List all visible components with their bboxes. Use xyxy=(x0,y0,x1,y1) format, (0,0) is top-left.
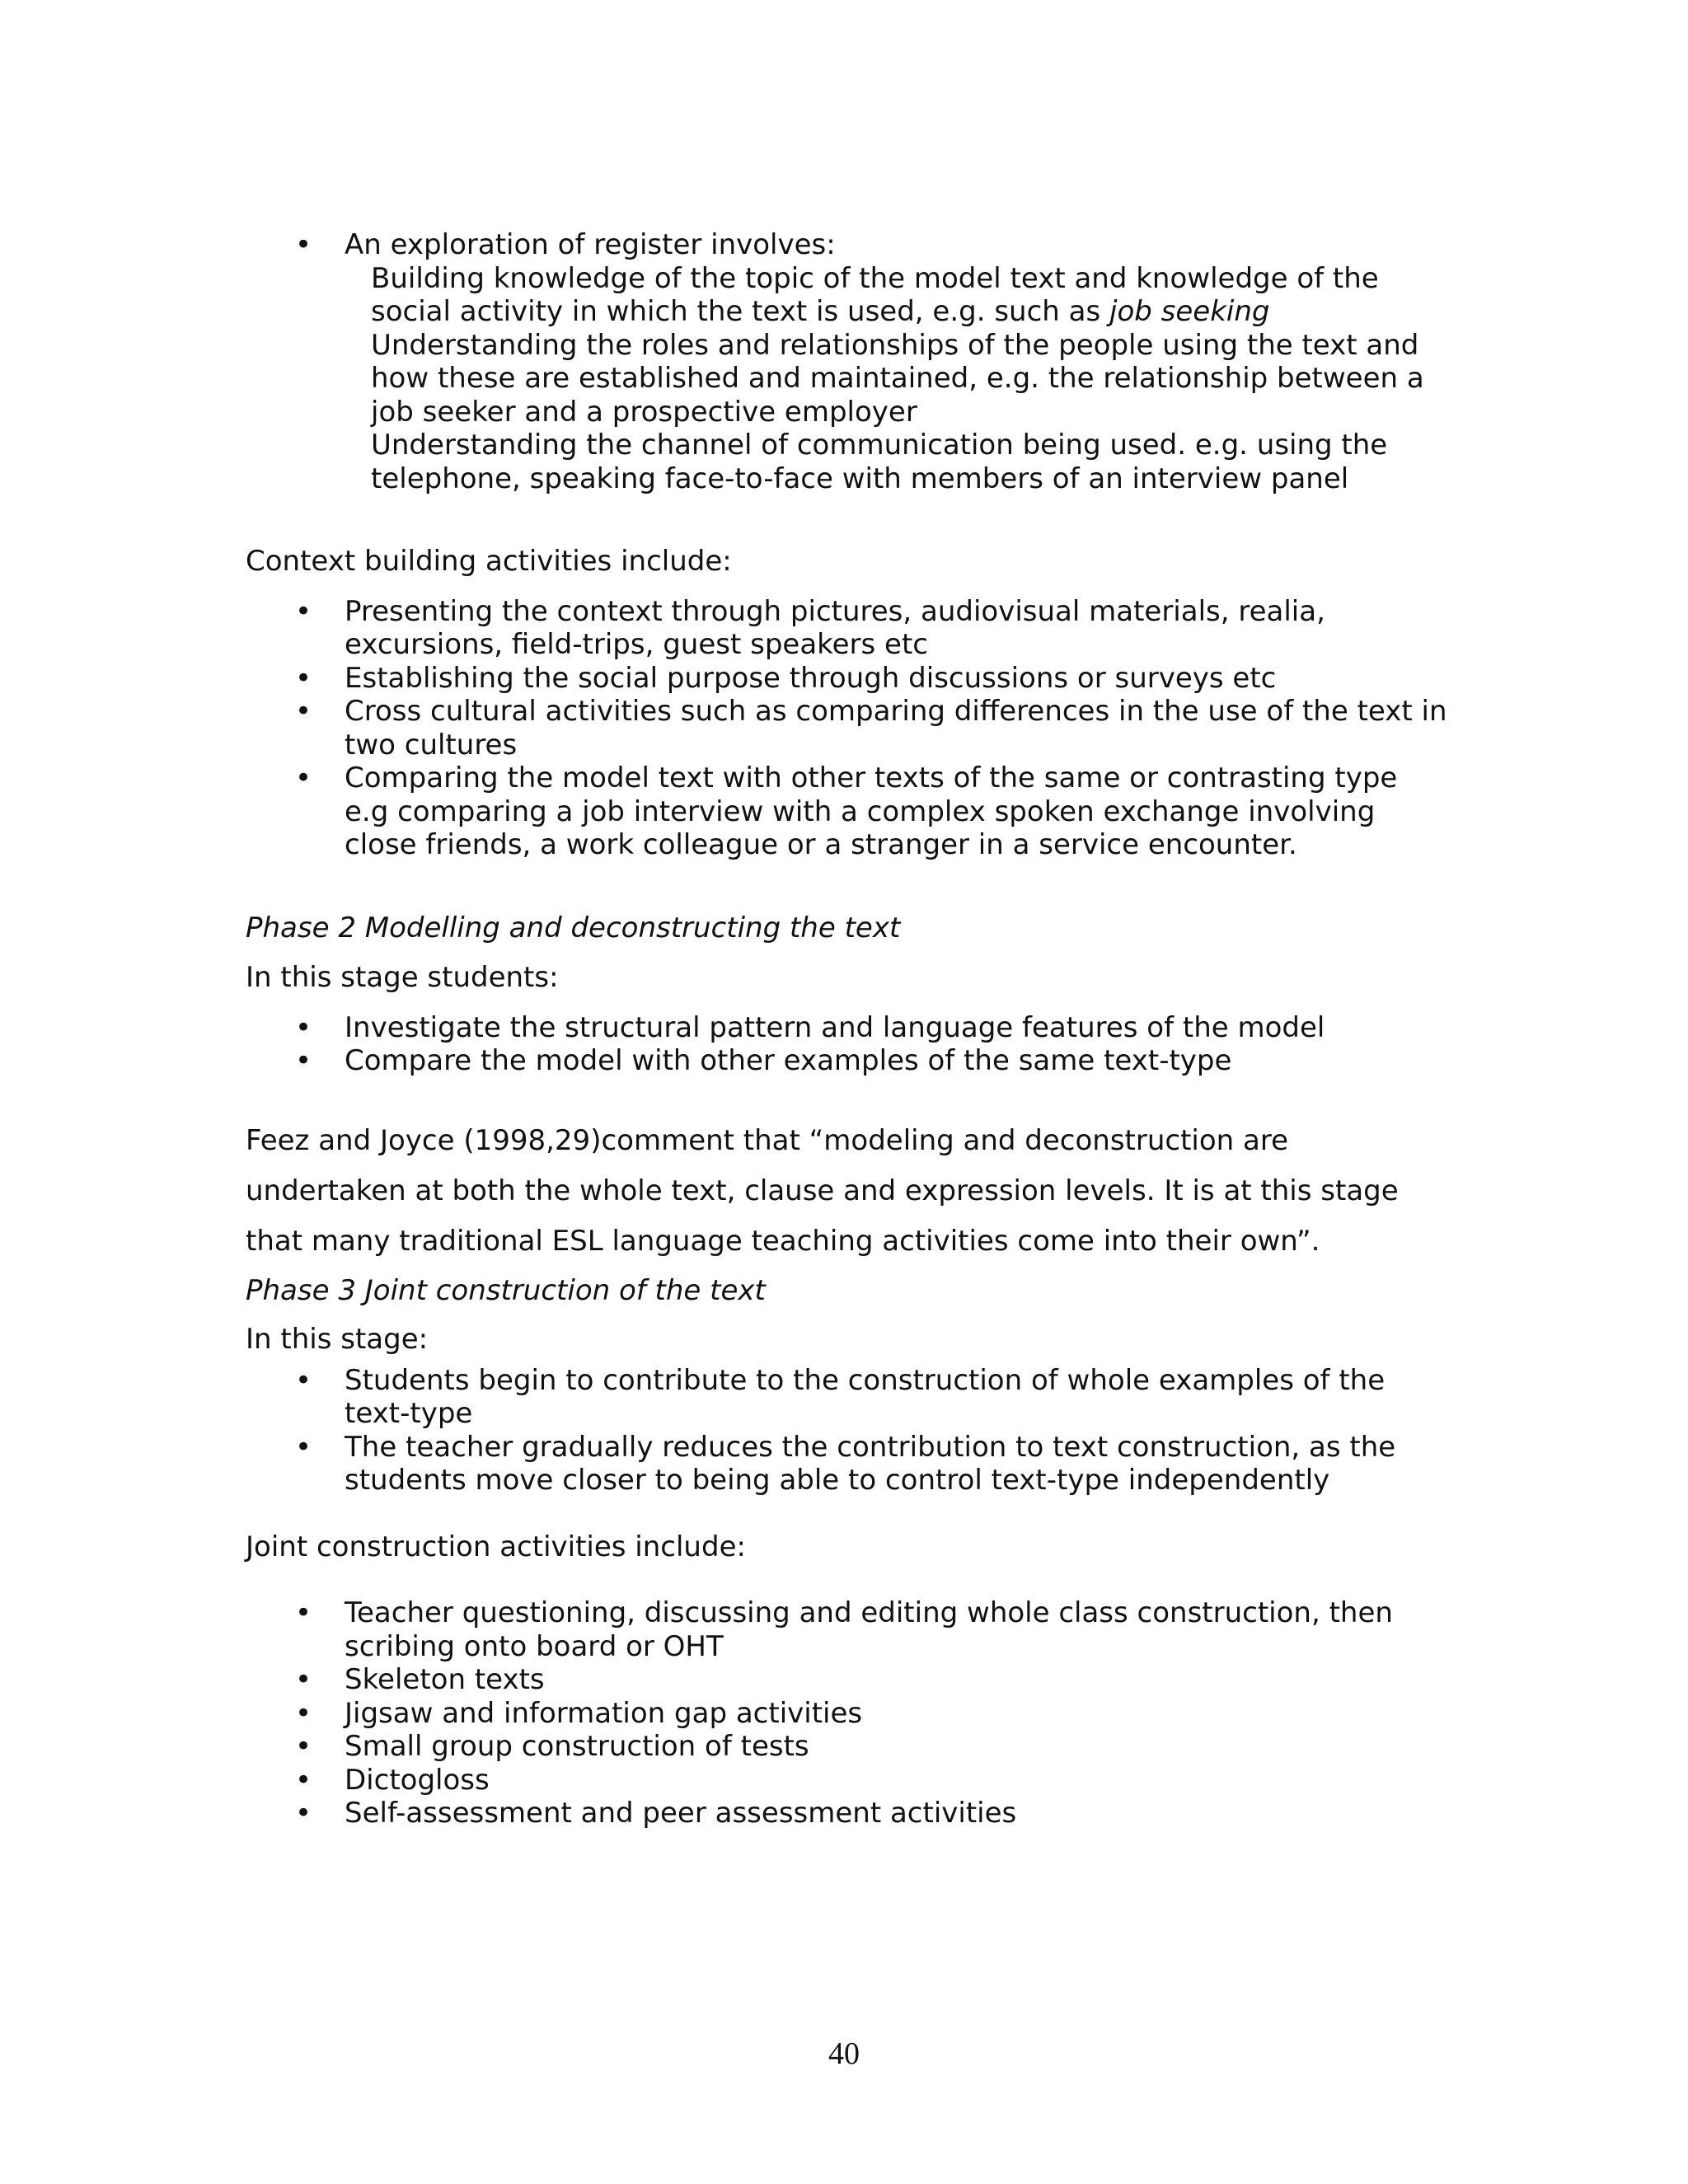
joint-intro: Joint construction activities include: xyxy=(246,1530,746,1563)
quote-line: Feez and Joyce (1998,29)comment that “modeling and deconstruction are xyxy=(246,1123,1289,1157)
page-number: 40 xyxy=(828,2036,860,2071)
register-subitem: Understanding the channel of communication being used. e.g. using the telephone, speaking face-to-face with members of an interview panel xyxy=(371,429,1388,495)
register-subitem: Building knowledge of the topic of the model text and knowledge of the social activity in which the text is used, e.g. such as job seeking xyxy=(371,261,1379,328)
quote-line: that many traditional ESL language teaching activities come into their own”. xyxy=(246,1224,1320,1258)
phase2-list xyxy=(246,1011,1449,1078)
list-item: • The teacher gradually reduces the contribution to text construction, as the students move closer to being able to control text-type independently xyxy=(345,1431,1449,1497)
list-item: • Investigate the structural pattern and language features of the model xyxy=(345,1011,1449,1045)
list-item: • Teacher questioning, discussing and editing whole class construction, then scribing onto board or OHT xyxy=(345,1596,1449,1663)
register-subitem-italic: job seeking xyxy=(1109,295,1270,328)
phase3-list xyxy=(246,1364,1449,1497)
list-item xyxy=(345,228,1449,495)
phase2-intro: In this stage students: xyxy=(246,961,559,994)
register-list xyxy=(246,228,1449,495)
list-item: • Self-assessment and peer assessment activities xyxy=(345,1797,1449,1830)
quote-line: undertaken at both the whole text, clause and expression levels. It is at this stage xyxy=(246,1174,1399,1207)
register-subitem: Understanding the roles and relationships of the people using the text and how these are established and maintained, e.g. the relationship between a job seeker and a prospective employer xyxy=(371,328,1424,429)
context-list xyxy=(246,595,1449,862)
list-item: • Presenting the context through pictures, audiovisual materials, realia, excursions, field-trips, guest speakers etc xyxy=(345,595,1449,662)
list-item: • Dictogloss xyxy=(345,1764,1449,1797)
list-item: • Comparing the model text with other texts of the same or contrasting type e.g comparing a job interview with a complex spoken exchange involving close friends, a work colleague or a stranger in a service encounter. xyxy=(345,762,1449,862)
register-subitems xyxy=(345,262,1449,496)
joint-list xyxy=(246,1596,1449,1830)
list-item: • Cross cultural activities such as comparing differences in the use of the text in two cultures xyxy=(345,695,1449,762)
phase2-heading: Phase 2 Modelling and deconstructing the text xyxy=(246,911,901,944)
list-item: • Compare the model with other examples of the same text-type xyxy=(345,1044,1449,1078)
page-content xyxy=(246,228,1449,1830)
context-intro: Context building activities include: xyxy=(246,545,732,578)
list-item: • Establishing the social purpose through discussions or surveys etc xyxy=(345,662,1449,696)
list-item: • Skeleton texts xyxy=(345,1663,1449,1697)
phase3-intro: In this stage: xyxy=(246,1322,429,1356)
phase3-heading: Phase 3 Joint construction of the text xyxy=(246,1273,766,1307)
list-item: • Small group construction of tests xyxy=(345,1730,1449,1764)
quote-paragraph xyxy=(246,1116,1449,1267)
register-intro: • An exploration of register involves: xyxy=(345,228,836,261)
list-item: • Students begin to contribute to the construction of whole examples of the text-type xyxy=(345,1364,1449,1431)
list-item: • Jigsaw and information gap activities xyxy=(345,1697,1449,1731)
